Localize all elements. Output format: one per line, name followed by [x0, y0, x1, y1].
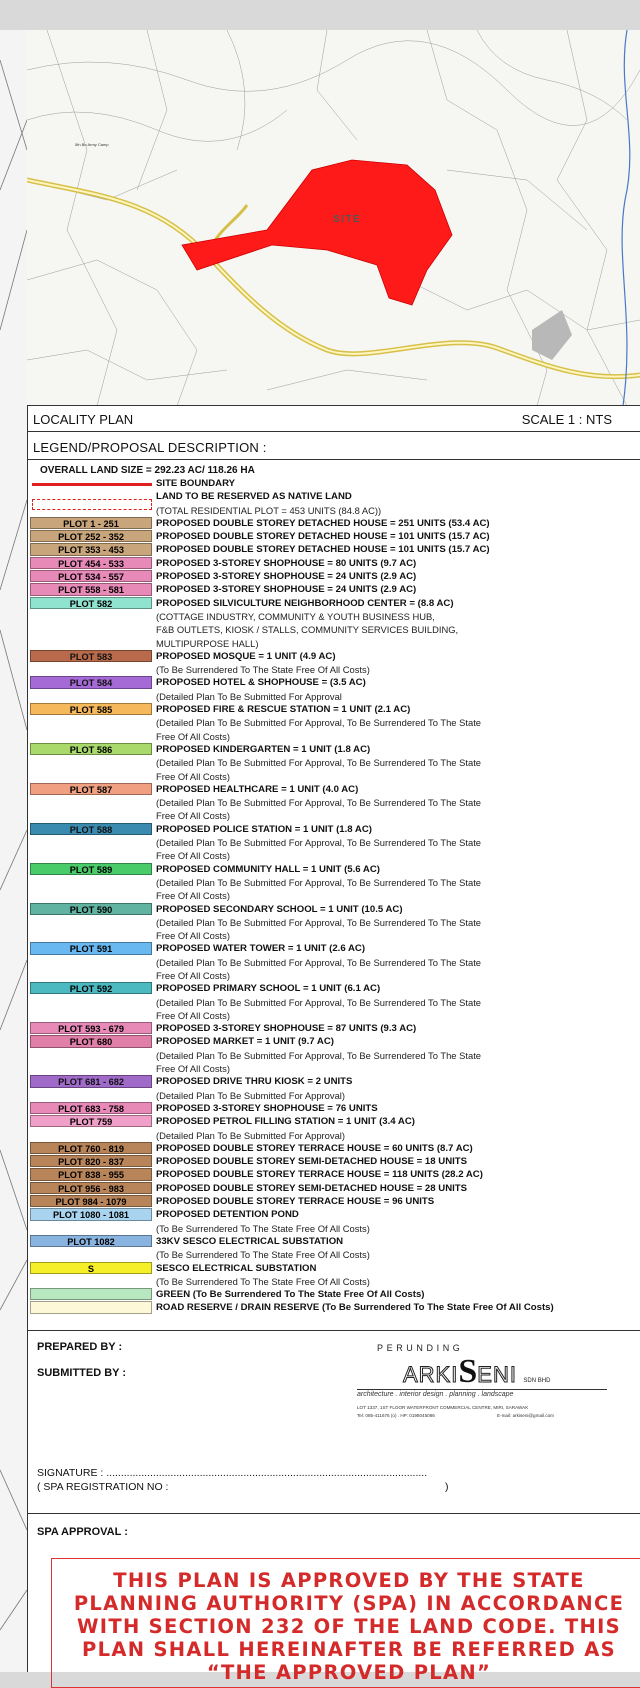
legend-description: PROPOSED POLICE STATION = 1 UNIT (1.8 AC)	[156, 823, 372, 835]
legend-note: (Detailed Plan To Be Submitted For Approval, To Be Surrendered To The State	[156, 956, 482, 968]
legend-swatch: PLOT 1080 - 1081	[30, 1208, 152, 1220]
legend-row	[30, 1022, 640, 1035]
legend-swatch: PLOT 1082	[30, 1235, 152, 1247]
legend-note: (To Be Surrendered To The State Free Of All Costs)	[156, 1222, 370, 1234]
legend-swatch: PLOT 584	[30, 676, 152, 688]
legend-note: (Detailed Plan To Be Submitted For Approval)	[156, 1089, 345, 1101]
legend-row	[30, 1195, 640, 1208]
legend-note: Free Of All Costs)	[156, 770, 230, 782]
legend-note: (To Be Surrendered To The State Free Of All Costs)	[156, 664, 370, 676]
legend-description: PROPOSED PETROL FILLING STATION = 1 UNIT (3.4 AC)	[156, 1116, 415, 1128]
spa-registration-label: ( SPA REGISTRATION NO :	[37, 1481, 169, 1493]
legend-swatch	[30, 477, 152, 489]
legend-description: PROPOSED DOUBLE STOREY TERRACE HOUSE = 60 UNITS (8.7 AC)	[156, 1142, 473, 1154]
legend-list	[30, 477, 640, 1315]
legend-swatch	[30, 490, 152, 502]
legend-swatch: PLOT 592	[30, 982, 152, 994]
submitted-by-label: SUBMITTED BY :	[37, 1367, 127, 1379]
legend-note: (Detailed Plan To Be Submitted For Approval, To Be Surrendered To The State	[156, 837, 482, 849]
legend-description: PROPOSED DOUBLE STOREY SEMI-DETACHED HOUSE = 18 UNITS	[156, 1156, 468, 1168]
firm-top: PERUNDING	[377, 1343, 464, 1353]
legend-note: Free Of All Costs)	[156, 850, 230, 862]
legend-row	[30, 650, 640, 663]
legend-swatch: PLOT 984 - 1079	[30, 1195, 152, 1207]
legend-description: PROPOSED MARKET = 1 UNIT (9.7 AC)	[156, 1036, 334, 1048]
legend-swatch: PLOT 454 - 533	[30, 557, 152, 569]
legend-description: PROPOSED 3-STOREY SHOPHOUSE = 80 UNITS (9.7 AC)	[156, 557, 417, 569]
locality-title: LOCALITY PLAN	[33, 412, 134, 427]
legend-description: PROPOSED DOUBLE STOREY DETACHED HOUSE = 101 UNITS (15.7 AC)	[156, 544, 490, 556]
legend-row	[30, 1035, 640, 1048]
legend-row	[30, 517, 640, 530]
legend-row	[30, 1301, 640, 1314]
legend-row	[30, 1075, 640, 1088]
legend-description: PROPOSED FIRE & RESCUE STATION = 1 UNIT (2.1 AC)	[156, 704, 411, 716]
legend-note: Free Of All Costs)	[156, 1009, 230, 1021]
legend-swatch: PLOT 252 - 352	[30, 530, 152, 542]
legend-note: (To Be Surrendered To The State Free Of All Costs)	[156, 1249, 370, 1261]
legend-swatch: PLOT 759	[30, 1115, 152, 1127]
legend-note: Free Of All Costs)	[156, 730, 230, 742]
legend-swatch: PLOT 353 - 453	[30, 543, 152, 555]
legend-swatch: PLOT 760 - 819	[30, 1142, 152, 1154]
legend-note: Free Of All Costs)	[156, 930, 230, 942]
legend-row	[30, 1142, 640, 1155]
legend-row	[30, 597, 640, 610]
legend-note: (Detailed Plan To Be Submitted For Approval	[156, 690, 342, 702]
legend-swatch: PLOT 582	[30, 597, 152, 609]
legend-row	[30, 1155, 640, 1168]
approval-stamp-text: THIS PLAN IS APPROVED BY THE STATE PLANNING AUTHORITY (SPA) IN ACCORDANCE WITH SECTION 232 OF THE LAND CODE. THIS PLAN SHALL HEREINAFTER BE REFERRED AS “THE APPROVED PLAN”	[73, 1569, 625, 1684]
legend-row	[30, 1102, 640, 1115]
legend-row	[30, 1288, 640, 1301]
legend-swatch: PLOT 590	[30, 903, 152, 915]
legend-description: GREEN (To Be Surrendered To The State Free Of All Costs)	[156, 1289, 425, 1301]
prepared-by-label: PREPARED BY :	[37, 1341, 123, 1353]
river	[622, 30, 630, 406]
legend-description: PROPOSED DRIVE THRU KIOSK = 2 UNITS	[156, 1076, 353, 1088]
legend-note: (Detailed Plan To Be Submitted For Approval, To Be Surrendered To The State	[156, 996, 482, 1008]
legend-swatch	[30, 1288, 152, 1300]
scale-label: SCALE 1 : NTS	[521, 412, 612, 427]
legend-description: PROPOSED COMMUNITY HALL = 1 UNIT (5.6 AC)	[156, 863, 380, 875]
signature-line: SIGNATURE : ..............................................................................................................	[37, 1467, 428, 1479]
legend-row	[30, 477, 640, 490]
approval-stamp	[51, 1558, 640, 1688]
legend-description: SITE BOUNDARY	[156, 478, 236, 489]
legend-row	[30, 982, 640, 995]
legend-row	[30, 823, 640, 836]
overall-land-size: OVERALL LAND SIZE = 292.23 AC/ 118.26 HA	[40, 465, 255, 476]
legend-row	[30, 743, 640, 756]
legend-description: ROAD RESERVE / DRAIN RESERVE (To Be Surrendered To The State Free Of All Costs)	[156, 1302, 554, 1314]
legend-description: PROPOSED DOUBLE STOREY SEMI-DETACHED HOUSE = 28 UNITS	[156, 1182, 468, 1194]
legend-note: (Detailed Plan To Be Submitted For Approval, To Be Surrendered To The State	[156, 717, 482, 729]
legend-description: PROPOSED WATER TOWER = 1 UNIT (2.6 AC)	[156, 943, 366, 955]
legend-note: (Detailed Plan To Be Submitted For Approval)	[156, 1129, 345, 1141]
legend-note: F&B OUTLETS, KIOSK / STALLS, COMMUNITY SERVICES BUILDING,	[156, 624, 459, 636]
water-body	[532, 310, 572, 360]
legend-row	[30, 1208, 640, 1221]
legend-description: PROPOSED MOSQUE = 1 UNIT (4.9 AC)	[156, 650, 336, 662]
legend-swatch: PLOT 534 - 557	[30, 570, 152, 582]
firm-email: E-mail: arkiseni@gmail.com	[497, 1413, 554, 1418]
locality-header	[27, 406, 640, 432]
legend-note: Free Of All Costs)	[156, 890, 230, 902]
legend-description: SESCO ELECTRICAL SUBSTATION	[156, 1262, 317, 1274]
site-label: SITE	[333, 214, 362, 225]
legend-description: PROPOSED DETENTION POND	[156, 1209, 299, 1221]
legend-swatch: PLOT 591	[30, 942, 152, 954]
legend-swatch: PLOT 838 - 955	[30, 1168, 152, 1180]
firm-tel: Tel: 085-411676 (o) . HP: 0198045066	[357, 1413, 435, 1418]
legend-row	[30, 863, 640, 876]
legend-description: PROPOSED 3-STOREY SHOPHOUSE = 24 UNITS (2.9 AC)	[156, 571, 417, 583]
legend-description: PROPOSED 3-STOREY SHOPHOUSE = 24 UNITS (2.9 AC)	[156, 584, 417, 596]
legend-description: PROPOSED DOUBLE STOREY TERRACE HOUSE = 118 UNITS (28.2 AC)	[156, 1169, 483, 1181]
legend-row	[30, 570, 640, 583]
legend-row	[30, 557, 640, 570]
legend-note: (Detailed Plan To Be Submitted For Approval, To Be Surrendered To The State	[156, 916, 482, 928]
legend-description: 33KV SESCO ELECTRICAL SUBSTATION	[156, 1235, 344, 1247]
legend-row	[30, 1235, 640, 1248]
firm-logo	[357, 1343, 627, 1433]
legend-swatch: S	[30, 1262, 152, 1274]
legend-description: PROPOSED 3-STOREY SHOPHOUSE = 76 UNITS	[156, 1102, 378, 1114]
legend-swatch: PLOT 583	[30, 650, 152, 662]
spa-approval-section	[27, 1513, 640, 1684]
legend-row	[30, 703, 640, 716]
legend-row	[30, 530, 640, 543]
legend-note: (TOTAL RESIDENTIAL PLOT = 453 UNITS (84.8 AC))	[156, 504, 382, 516]
legend-row	[30, 1262, 640, 1275]
legend-note: MULTIPURPOSE HALL)	[156, 637, 259, 649]
signature-section	[27, 1330, 640, 1510]
firm-name: ARKISENI SDN BHD	[403, 1353, 551, 1390]
legend-row	[30, 676, 640, 689]
legend-header	[27, 432, 640, 460]
spa-approval-label: SPA APPROVAL :	[37, 1526, 128, 1538]
legend-description: PROPOSED DOUBLE STOREY TERRACE HOUSE = 96 UNITS	[156, 1196, 435, 1208]
legend-note: (COTTAGE INDUSTRY, COMMUNITY & YOUTH BUSINESS HUB,	[156, 610, 435, 622]
legend-swatch: PLOT 558 - 581	[30, 583, 152, 595]
legend-swatch: PLOT 585	[30, 703, 152, 715]
legend-note: Free Of All Costs)	[156, 810, 230, 822]
left-margin	[0, 30, 27, 1672]
locality-map[interactable]	[27, 30, 640, 406]
legend-description: PROPOSED HEALTHCARE = 1 UNIT (4.0 AC)	[156, 783, 359, 795]
legend-note: (Detailed Plan To Be Submitted For Approval, To Be Surrendered To The State	[156, 797, 482, 809]
legend-swatch: PLOT 586	[30, 743, 152, 755]
legend-swatch: PLOT 589	[30, 863, 152, 875]
legend-row	[30, 490, 640, 503]
legend-note: (Detailed Plan To Be Submitted For Approval, To Be Surrendered To The State	[156, 757, 482, 769]
legend-swatch: PLOT 681 - 682	[30, 1075, 152, 1087]
legend-description: PROPOSED 3-STOREY SHOPHOUSE = 87 UNITS (9.3 AC)	[156, 1023, 417, 1035]
legend-swatch: PLOT 820 - 837	[30, 1155, 152, 1167]
legend-note: (Detailed Plan To Be Submitted For Approval, To Be Surrendered To The State	[156, 1049, 482, 1061]
legend-row	[30, 942, 640, 955]
legend-row	[30, 543, 640, 556]
spa-registration-close: )	[445, 1481, 449, 1493]
legend-description: PROPOSED SECONDARY SCHOOL = 1 UNIT (10.5 AC)	[156, 903, 403, 915]
legend-note: Free Of All Costs)	[156, 1063, 230, 1075]
legend-title: LEGEND/PROPOSAL DESCRIPTION :	[33, 440, 267, 455]
legend-swatch	[30, 1301, 152, 1313]
firm-address: LOT 1337, 1ST FLOOR WATERFRONT COMMERCIAL CENTRE, MIRI, SARAWAK	[357, 1405, 529, 1410]
legend-description: PROPOSED KINDERGARTEN = 1 UNIT (1.8 AC)	[156, 743, 371, 755]
legend-swatch: PLOT 588	[30, 823, 152, 835]
place-label: 5th Bn Army Camp	[75, 142, 109, 147]
legend-row	[30, 1182, 640, 1195]
firm-tagline: architecture . interior design . planning . landscape	[357, 1389, 607, 1398]
legend-row	[30, 903, 640, 916]
legend-description: PROPOSED DOUBLE STOREY DETACHED HOUSE = 251 UNITS (53.4 AC)	[156, 517, 490, 529]
legend-description: PROPOSED PRIMARY SCHOOL = 1 UNIT (6.1 AC)	[156, 983, 381, 995]
legend-swatch: PLOT 1 - 251	[30, 517, 152, 529]
legend-note: (To Be Surrendered To The State Free Of All Costs)	[156, 1275, 370, 1287]
legend-description: PROPOSED HOTEL & SHOPHOUSE = (3.5 AC)	[156, 677, 366, 689]
legend-swatch: PLOT 593 - 679	[30, 1022, 152, 1034]
legend-row	[30, 1115, 640, 1128]
legend-description: PROPOSED SILVICULTURE NEIGHBORHOOD CENTER = (8.8 AC)	[156, 597, 454, 609]
legend-row	[30, 583, 640, 596]
legend-description: LAND TO BE RESERVED AS NATIVE LAND	[156, 491, 352, 503]
legend-note: Free Of All Costs)	[156, 969, 230, 981]
legend-swatch: PLOT 956 - 983	[30, 1182, 152, 1194]
legend-description: PROPOSED DOUBLE STOREY DETACHED HOUSE = 101 UNITS (15.7 AC)	[156, 531, 490, 543]
legend-row	[30, 783, 640, 796]
legend-swatch: PLOT 587	[30, 783, 152, 795]
legend-swatch: PLOT 680	[30, 1035, 152, 1047]
legend-swatch: PLOT 683 - 758	[30, 1102, 152, 1114]
legend-row	[30, 1168, 640, 1181]
legend-note: (Detailed Plan To Be Submitted For Approval, To Be Surrendered To The State	[156, 876, 482, 888]
